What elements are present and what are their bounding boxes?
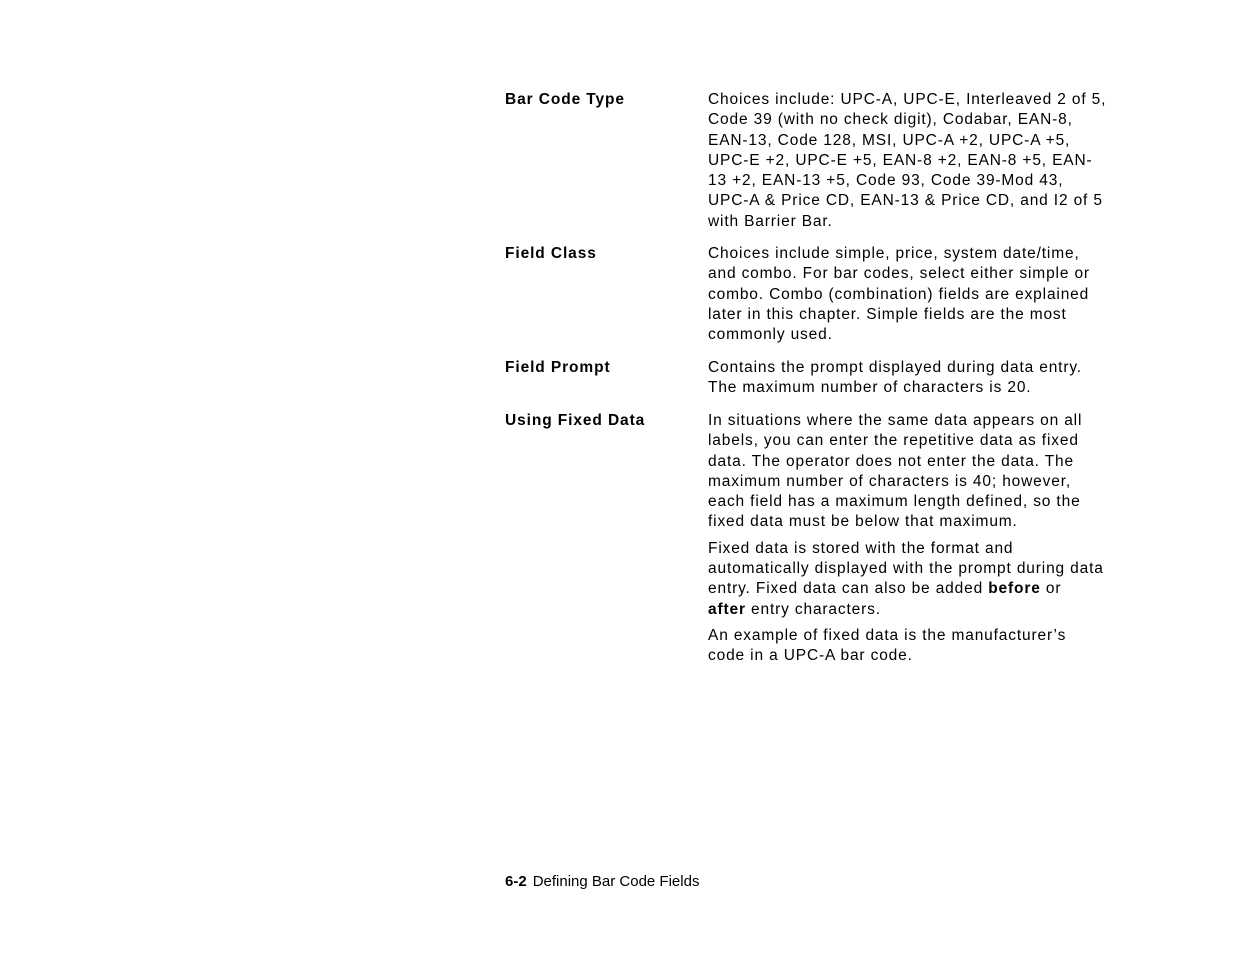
definition-field-prompt: [708, 358, 1133, 405]
definition-bar-code-type: [708, 90, 1133, 238]
term-using-fixed-data: Using Fixed Data: [505, 412, 646, 429]
text-run: or: [1045, 580, 1062, 598]
definition-paragraph: An example of fixed data is the manufacturer’s code in a UPC-A bar code.: [708, 626, 1067, 665]
section-title: Defining Bar Code Fields: [532, 873, 700, 890]
definition-paragraph-fixed-data-storage: [708, 539, 1133, 620]
definition-paragraph: Choices include simple, price, system date/time, and combo. For bar codes, select either simple or combo. Combo (combination) fields are explained later in this chapter. Simple fields are the most commonly used.: [708, 245, 1090, 344]
text-run: Fixed data is stored with the format and automatically displayed with the prompt during data entry. Fixed data can also be added: [708, 539, 1104, 598]
term-field-prompt: Field Prompt: [505, 359, 611, 376]
page-number: 6-2: [505, 873, 527, 890]
definition-paragraph: Contains the prompt displayed during data entry. The maximum number of characters is 20.: [708, 359, 1082, 397]
definition-paragraph: In situations where the same data appears on all labels, you can enter the repetitive data as fixed data. The operator does not enter the data. The maximum number of characters is 40; however, each field has a maximum length defined, so the fixed data must be below that maximum.: [708, 412, 1083, 531]
definition-using-fixed-data: [708, 411, 1133, 673]
bold-text-before: before: [988, 580, 1041, 598]
text-run: entry characters.: [745, 600, 881, 618]
definition-paragraph: Choices include: UPC-A, UPC-E, Interleaved 2 of 5, Code 39 (with no check digit), Codabar, EAN-8, EAN-13, Code 128, MSI, UPC-A +2, UPC-A +5, UPC-E +2, UPC-E +5, EAN-8 +2, EAN-8 +5, EAN- 13 +2, EAN-13 +5, Code 93, Code 39-Mod 43, UPC-A & Price CD, EAN-13 & Price CD, and I2 of 5 with Barrier Bar.: [708, 91, 1107, 230]
term-bar-code-type: Bar Code Type: [505, 91, 625, 108]
term-field-class: Field Class: [505, 245, 597, 262]
definition-field-class: [708, 244, 1133, 351]
page-footer: [505, 872, 699, 892]
bold-text-after: after: [708, 600, 746, 618]
